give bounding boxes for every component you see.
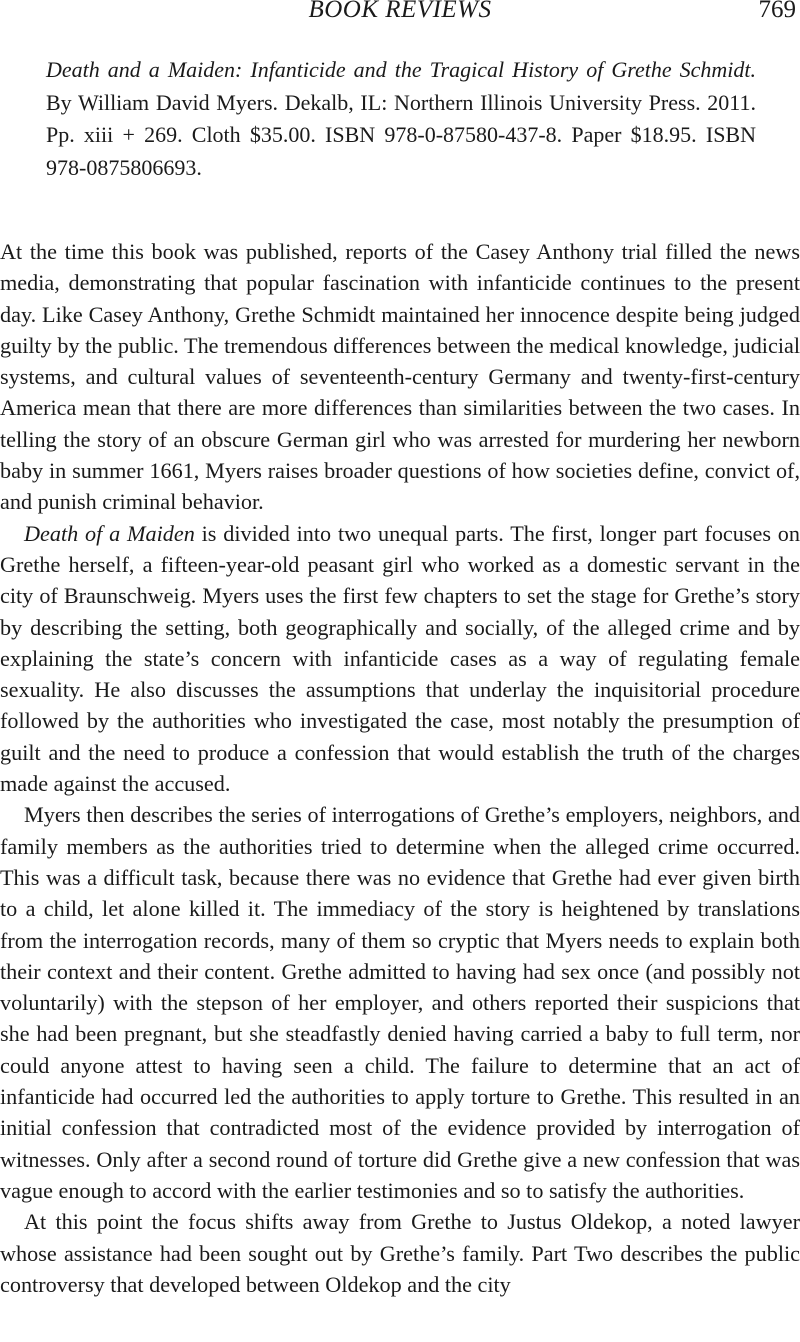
paragraph-book-title: Death of a Maiden [24,520,195,546]
page-number: 769 [758,0,796,23]
reviewed-book-title: Death and a Maiden: Infanticide and the Tragical History of Grethe Schmidt. [46,57,756,82]
review-paragraph-1: At the time this book was published, reports of the Casey Anthony trial filled the news media, demonstrating that popular fascination with infanticide continues to the present day. Like Casey Anthony, Grethe Schmidt maintained her innocence despite being judged guilty by the public. The tremendous differences between the medical knowledge, judicial systems, and cultural values of seventeenth-century Germany and twenty-first-century America mean that there are more differences than similarities between the two cases. In telling the story of an obscure German girl who was arrested for murdering her newborn baby in summer 1661, Myers raises broader questions of how societies define, convict of, and punish criminal behavior. [0,239,800,515]
running-head [0,0,800,28]
review-paragraph-3: Myers then describes the series of interrogations of Grethe’s employers, neighbors, and family members as the authorities tried to determine when the alleged crime occurred. This was a difficult task, because there was no evidence that Grethe had ever given birth to a child, let alone killed it. The immediacy of the story is heightened by translations from the interrogation records, many of them so cryptic that Myers needs to explain both their context and their content. Grethe admitted to having had sex once (and possibly not voluntarily) with the stepson of her employer, and others reported their suspicions that she had been pregnant, but she steadfastly denied having carried a baby to full term, nor could anyone attest to having seen a child. The failure to determine that an act of infanticide had occurred led the authorities to apply torture to Grethe. This resulted in an initial confession that contradicted most of the evidence provided by interrogation of witnesses. Only after a second round of torture did Grethe give a new confession that was vague enough to accord with the earlier testimonies and so to satisfy the authorities. [0,802,800,1203]
book-citation [46,54,756,184]
running-title: BOOK REVIEWS [308,0,492,23]
review-body [0,236,800,1300]
review-paragraph-2 [0,518,800,800]
paragraph-2-text: is divided into two unequal parts. The first, longer part focuses on Grethe herself, a fifteen-year-old peasant girl who worked as a domestic servant in the city of Braunschweig. Myers uses the first few chapters to set the stage for Grethe’s story by describing the setting, both geographically and socially, of the alleged crime and by explaining the state’s concern with infanticide cases as a way of regulating female sexuality. He also discusses the assumptions that underlay the inquisitorial procedure followed by the authorities who investigated the case, most notably the presumption of guilt and the need to produce a confession that would establish the truth of the charges made against the accused. [0,520,800,797]
book-publication-details: By William David Myers. Dekalb, IL: Northern Illinois University Press. 2011. Pp. xiii + 269. Cloth $35.00. ISBN 978-0-87580-437-8. Paper $18.95. ISBN 978-0875806693. [46,89,756,180]
review-paragraph-4: At this point the focus shifts away from Grethe to Justus Oldekop, a noted lawyer whose assistance had been sought out by Grethe’s family. Part Two describes the public controversy that developed between Oldekop and the city [0,1209,800,1297]
